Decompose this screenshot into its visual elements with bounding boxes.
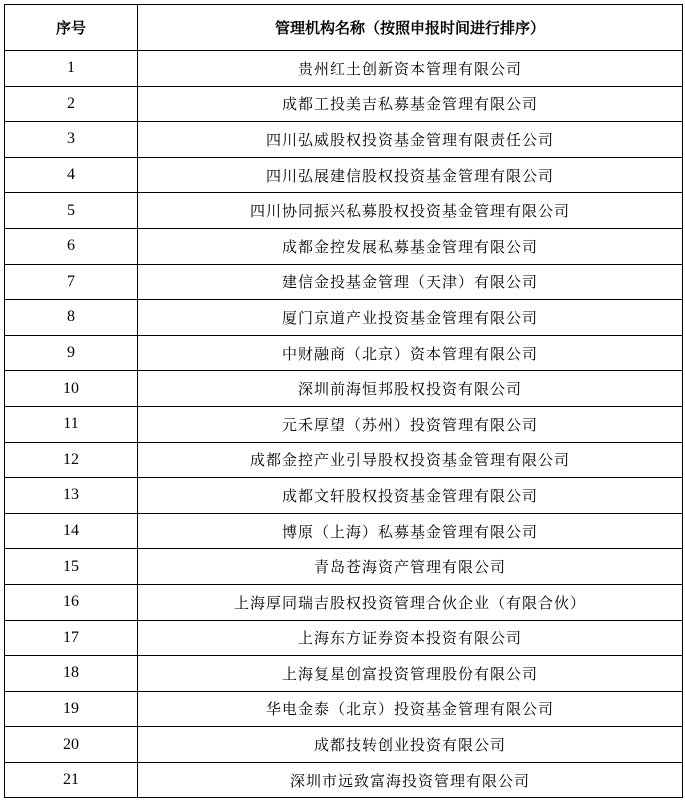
header-institution-name: 管理机构名称（按照申报时间进行排序） bbox=[138, 5, 683, 51]
table-header bbox=[5, 5, 683, 51]
institution-name: 博原（上海）私募基金管理有限公司 bbox=[138, 513, 683, 549]
row-index: 7 bbox=[5, 264, 138, 300]
header-row bbox=[5, 5, 683, 51]
row-index: 16 bbox=[5, 584, 138, 620]
row-index: 18 bbox=[5, 656, 138, 692]
row-index: 10 bbox=[5, 371, 138, 407]
table-row bbox=[5, 228, 683, 264]
row-index: 5 bbox=[5, 193, 138, 229]
institution-name: 上海东方证券资本投资有限公司 bbox=[138, 620, 683, 656]
institution-name: 四川弘威股权投资基金管理有限责任公司 bbox=[138, 122, 683, 158]
row-index: 13 bbox=[5, 478, 138, 514]
header-index: 序号 bbox=[5, 5, 138, 51]
institution-name: 成都文轩股权投资基金管理有限公司 bbox=[138, 478, 683, 514]
institution-name: 成都技转创业投资有限公司 bbox=[138, 727, 683, 763]
row-index: 12 bbox=[5, 442, 138, 478]
table-row bbox=[5, 371, 683, 407]
institution-name: 四川弘展建信股权投资基金管理有限公司 bbox=[138, 157, 683, 193]
institution-name: 青岛苍海资产管理有限公司 bbox=[138, 549, 683, 585]
row-index: 8 bbox=[5, 300, 138, 336]
table-row bbox=[5, 478, 683, 514]
row-index: 1 bbox=[5, 51, 138, 87]
row-index: 6 bbox=[5, 228, 138, 264]
institution-name: 成都工投美吉私募基金管理有限公司 bbox=[138, 86, 683, 122]
table-row bbox=[5, 442, 683, 478]
institution-name: 深圳市远致富海投资管理有限公司 bbox=[138, 762, 683, 798]
institution-name: 成都金控发展私募基金管理有限公司 bbox=[138, 228, 683, 264]
table-row bbox=[5, 406, 683, 442]
row-index: 19 bbox=[5, 691, 138, 727]
table-row bbox=[5, 86, 683, 122]
row-index: 14 bbox=[5, 513, 138, 549]
table-row bbox=[5, 762, 683, 798]
institution-name: 中财融商（北京）资本管理有限公司 bbox=[138, 335, 683, 371]
row-index: 2 bbox=[5, 86, 138, 122]
table-body bbox=[5, 51, 683, 798]
institution-name: 四川协同振兴私募股权投资基金管理有限公司 bbox=[138, 193, 683, 229]
institution-name: 上海复星创富投资管理股份有限公司 bbox=[138, 656, 683, 692]
table-row bbox=[5, 549, 683, 585]
row-index: 15 bbox=[5, 549, 138, 585]
row-index: 9 bbox=[5, 335, 138, 371]
table-row bbox=[5, 584, 683, 620]
table-row bbox=[5, 691, 683, 727]
row-index: 20 bbox=[5, 727, 138, 763]
institution-table bbox=[4, 4, 683, 798]
institution-name: 上海厚同瑞吉股权投资管理合伙企业（有限合伙） bbox=[138, 584, 683, 620]
row-index: 21 bbox=[5, 762, 138, 798]
table-row bbox=[5, 157, 683, 193]
institution-name: 华电金泰（北京）投资基金管理有限公司 bbox=[138, 691, 683, 727]
table-row bbox=[5, 122, 683, 158]
table-row bbox=[5, 656, 683, 692]
institution-name: 成都金控产业引导股权投资基金管理有限公司 bbox=[138, 442, 683, 478]
table-row bbox=[5, 51, 683, 87]
institution-name: 元禾厚望（苏州）投资管理有限公司 bbox=[138, 406, 683, 442]
table-row bbox=[5, 300, 683, 336]
table-row bbox=[5, 264, 683, 300]
table-row bbox=[5, 513, 683, 549]
table-row bbox=[5, 727, 683, 763]
row-index: 17 bbox=[5, 620, 138, 656]
row-index: 3 bbox=[5, 122, 138, 158]
institution-name: 贵州红土创新资本管理有限公司 bbox=[138, 51, 683, 87]
institution-name: 建信金投基金管理（天津）有限公司 bbox=[138, 264, 683, 300]
institution-name: 厦门京道产业投资基金管理有限公司 bbox=[138, 300, 683, 336]
table-row bbox=[5, 620, 683, 656]
table-row bbox=[5, 335, 683, 371]
table-row bbox=[5, 193, 683, 229]
row-index: 11 bbox=[5, 406, 138, 442]
row-index: 4 bbox=[5, 157, 138, 193]
institution-name: 深圳前海恒邦股权投资有限公司 bbox=[138, 371, 683, 407]
